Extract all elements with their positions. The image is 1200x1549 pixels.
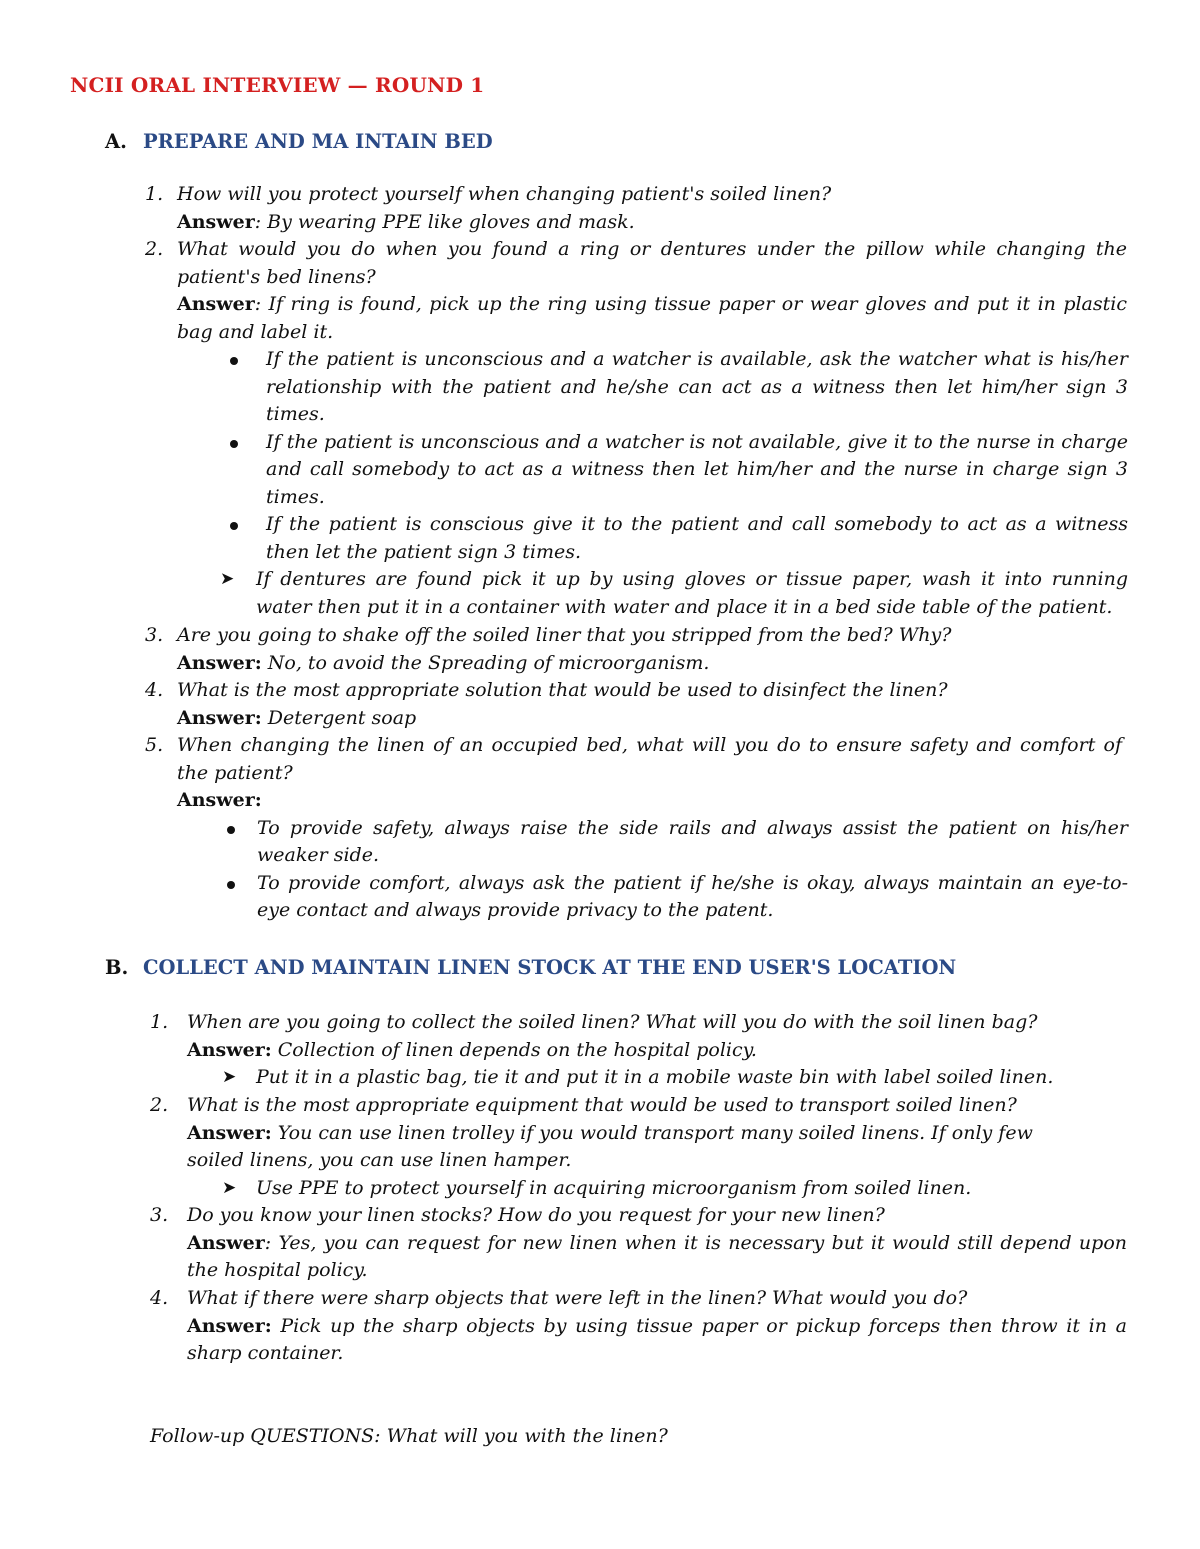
bullet-item xyxy=(257,870,1128,925)
bullet-text: To provide safety, always raise the side rails and always assist the patient on his/her weaker side. xyxy=(257,816,1128,866)
answer xyxy=(187,1037,1127,1065)
answer-label: Answer: xyxy=(187,1121,272,1144)
question-text xyxy=(150,1202,1127,1230)
arrow-text: Put it in a plastic bag, tie it and put it in a mobile waste bin with label soiled linen. xyxy=(256,1066,1054,1088)
answer-label: Answer: xyxy=(177,789,262,811)
question: What is the most appropriate equipment that would be used to transport soiled linen? xyxy=(187,1094,1017,1116)
item-number: 2. xyxy=(145,238,164,260)
item-number: 2. xyxy=(150,1094,169,1116)
bullet-text: If the patient is conscious give it to the patient and call somebody to act as a witness then let the patient sign 3 times. xyxy=(266,513,1128,563)
question-text xyxy=(150,1285,1127,1313)
answer-label: Answer: xyxy=(177,651,262,674)
arrow-bullet-icon: ➤ xyxy=(220,569,235,589)
item-number: 4. xyxy=(145,679,164,701)
answer-text: : Yes, you can request for new linen when it is necessary but it would still depend upon the hospital policy. xyxy=(187,1231,1127,1281)
answer-text: : If ring is found, pick up the ring using tissue paper or wear gloves and put it in plastic bag and label it. xyxy=(177,293,1127,343)
answer-label: Answer: xyxy=(177,706,262,729)
arrow-item xyxy=(222,1175,1128,1203)
arrow-item xyxy=(220,566,1128,621)
question: When are you going to collect the soiled linen? What will you do with the soil linen bag? xyxy=(187,1011,1038,1033)
answer-label: Answer: xyxy=(187,1314,272,1337)
section-title: COLLECT AND MAINTAIN LINEN STOCK AT THE END USER'S LOCATION xyxy=(143,956,957,979)
answer-label: Answer xyxy=(177,210,255,233)
answer-text: No, to avoid the Spreading of microorganism. xyxy=(261,651,710,674)
bullet-text: To provide comfort, always ask the patient if he/she is okay, always maintain an eye-to-eye contact and always provide privacy to the patent. xyxy=(257,871,1128,921)
question-item xyxy=(0,1202,1200,1285)
bullet-text: If the patient is unconscious and a watcher is not available, give it to the nurse in charge and call somebody to act as a witness then let him/her and the nurse in charge sign 3 times. xyxy=(266,430,1128,508)
answer-label: Answer xyxy=(187,1231,265,1254)
bullet-dot xyxy=(227,870,235,898)
question: How will you protect yourself when changing patient's soiled linen? xyxy=(177,183,832,205)
answer xyxy=(177,787,1127,815)
bullet-item xyxy=(266,511,1128,566)
answer xyxy=(177,209,1127,237)
bullet-item xyxy=(266,346,1128,429)
bullet-dot xyxy=(230,429,238,457)
question-text xyxy=(150,1009,1127,1037)
question-text xyxy=(145,622,1127,650)
answer-text: Detergent soap xyxy=(261,706,417,729)
arrow-text: Use PPE to protect yourself in acquiring microorganism from soiled linen. xyxy=(256,1176,972,1199)
bullet-dot xyxy=(227,815,235,843)
question: What if there were sharp objects that were left in the linen? What would you do? xyxy=(187,1287,968,1309)
item-number: 1. xyxy=(145,183,164,205)
answer-text: : By wearing PPE like gloves and mask. xyxy=(254,210,635,233)
arrow-text: If dentures are found pick it up by using gloves or tissue paper, wash it into running water then put it in a container with water and place it in a bed side table of the patient. xyxy=(256,568,1128,618)
answer xyxy=(177,705,1127,733)
answer xyxy=(177,650,1127,678)
question-item xyxy=(0,236,1200,621)
section-b-heading xyxy=(105,954,956,982)
question-item xyxy=(0,1092,1200,1202)
page-title: NCII ORAL INTERVIEW — ROUND 1 xyxy=(70,73,485,97)
question: Are you going to shake off the soiled liner that you stripped from the bed? Why? xyxy=(177,624,952,646)
question-text xyxy=(145,236,1127,291)
question-text xyxy=(145,677,1127,705)
arrow-bullet-icon: ➤ xyxy=(222,1067,237,1087)
question-text xyxy=(150,1092,1127,1120)
answer xyxy=(187,1230,1127,1285)
question-item xyxy=(0,181,1200,236)
bullet-dot xyxy=(230,511,238,539)
item-number: 5. xyxy=(145,734,164,756)
item-number: 4. xyxy=(150,1287,169,1309)
answer-text: You can use linen trolley if you would transport many soiled linens. If only few soiled linens, you can use linen hamper. xyxy=(187,1121,1033,1171)
question: When changing the linen of an occupied bed, what will you do to ensure safety and comfort of the patient? xyxy=(177,734,1122,784)
answer-text: Pick up the sharp objects by using tissue paper or pickup forceps then throw it in a sharp container. xyxy=(187,1314,1127,1364)
arrow-item xyxy=(222,1064,1128,1092)
section-title: PREPARE AND MA INTAIN BED xyxy=(143,130,493,153)
answer xyxy=(187,1120,1047,1175)
answer xyxy=(177,291,1127,346)
question-text xyxy=(145,732,1122,787)
item-number: 1. xyxy=(150,1011,169,1033)
item-number: 3. xyxy=(145,624,164,646)
section-a-heading xyxy=(105,128,493,156)
bullet-dot xyxy=(230,346,238,374)
bullet-text: If the patient is unconscious and a watcher is available, ask the watcher what is his/her relationship with the patient and he/she can act as a witness then let him/her sign 3 times. xyxy=(266,348,1128,425)
answer-label: Answer xyxy=(177,293,255,315)
answer xyxy=(187,1313,1127,1368)
question: What is the most appropriate solution that would be used to disinfect the linen? xyxy=(177,679,948,701)
answer-text: Collection of linen depends on the hospital policy. xyxy=(271,1038,757,1061)
answer-label: Answer: xyxy=(187,1038,272,1061)
item-number: 3. xyxy=(150,1204,169,1226)
question-item xyxy=(0,622,1200,677)
question-item xyxy=(0,1009,1200,1092)
bullet-item xyxy=(257,815,1128,870)
question-item xyxy=(0,732,1200,925)
question: Do you know your linen stocks? How do you request for your new linen? xyxy=(187,1204,885,1226)
question-item xyxy=(0,677,1200,732)
question-item xyxy=(0,1285,1200,1368)
arrow-bullet-icon: ➤ xyxy=(222,1177,237,1198)
bullet-item xyxy=(266,429,1128,512)
question: What would you do when you found a ring or dentures under the pillow while changing the patient's bed linens? xyxy=(177,238,1127,288)
question-text xyxy=(145,181,1127,209)
followup-question: Follow-up QUESTIONS: What will you with the linen? xyxy=(150,1425,668,1447)
section-letter: B. xyxy=(105,956,129,979)
section-letter: A. xyxy=(105,130,127,153)
